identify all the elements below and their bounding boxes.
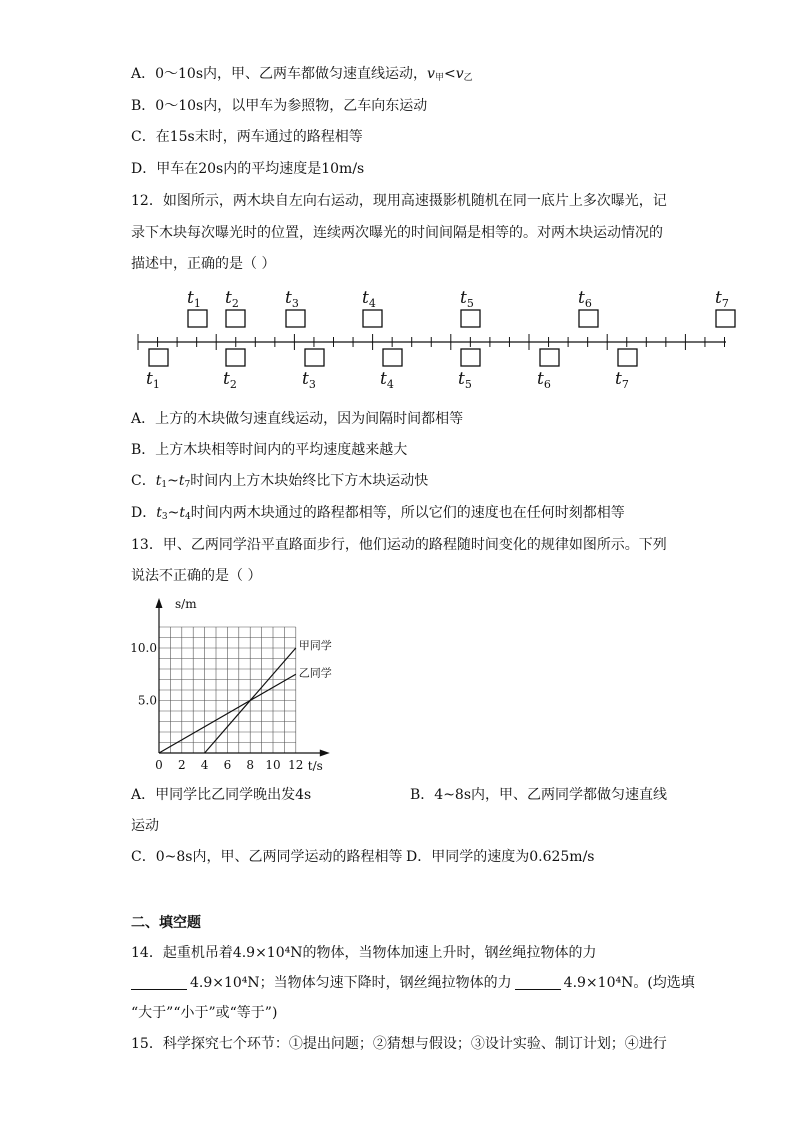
x-tick-label: 12 xyxy=(288,758,304,772)
upper-block-label: $t_4$ xyxy=(362,288,376,310)
q11-option-a-v2: v xyxy=(455,66,464,82)
q11-option-a-sub2: 乙 xyxy=(463,73,473,83)
q11-option-b: B．0～10s内，以甲车为参照物，乙车向东运动 xyxy=(131,98,428,114)
y-axis-arrow xyxy=(156,598,163,608)
lower-block xyxy=(618,349,637,366)
q11-option-a xyxy=(131,64,473,88)
x-tick-label: 0 xyxy=(155,758,163,772)
q12-stem-line2: 录下木块每次曝光时的位置，连续两次曝光的时间间隔是相等的。对两木块运动情况的 xyxy=(131,225,663,241)
upper-block xyxy=(579,310,598,327)
upper-block-label-sub: 1 xyxy=(193,297,201,310)
q12-option-d xyxy=(131,503,625,527)
lower-blocks xyxy=(146,349,637,391)
lower-block-label: $t_5$ xyxy=(458,369,472,391)
upper-block-label-sub: 7 xyxy=(721,297,729,310)
lower-block-label-sub: 4 xyxy=(386,378,394,391)
lower-block-label-sub: 3 xyxy=(308,378,316,391)
upper-block xyxy=(188,310,207,327)
section-heading: 二、填空题 xyxy=(131,915,201,931)
upper-blocks xyxy=(187,288,735,327)
q12-option-d-text: 时间内两木块通过的路程都相等，所以它们的速度也在任何时刻都相等 xyxy=(190,505,625,521)
series-label-2: 乙同学 xyxy=(298,666,332,680)
upper-block-label-sub: 3 xyxy=(291,297,299,310)
x-tick-label: 8 xyxy=(246,758,255,772)
q12-option-c-tilde: ~ xyxy=(167,473,179,489)
q12-option-c xyxy=(131,471,428,495)
q12-option-d-label: D． xyxy=(131,505,157,521)
upper-block xyxy=(363,310,382,327)
lower-block xyxy=(461,349,480,366)
lower-block-label: $t_6$ xyxy=(537,369,551,391)
q12-option-d-s1: 3 xyxy=(161,512,168,522)
q11-option-a-text: A．0～10s内，甲、乙两车都做匀速直线运动， xyxy=(131,66,428,82)
q12-stem-line3: 描述中，正确的是（ ） xyxy=(131,256,276,272)
lower-block-label: $t_2$ xyxy=(223,369,237,391)
q12-option-c-text: 时间内上方木块始终比下方木块运动快 xyxy=(190,473,429,489)
x-tick-label: 2 xyxy=(177,758,186,772)
upper-block-label: $t_5$ xyxy=(460,288,474,310)
chart-grid xyxy=(159,627,296,753)
x-axis-arrow xyxy=(320,750,330,757)
x-tick-label: 6 xyxy=(223,758,232,772)
q12-option-a: A．上方的木块做匀速直线运动，因为间隔时间都相等 xyxy=(131,411,464,427)
q13-option-a: A．甲同学比乙同学晚出发4s xyxy=(131,787,312,803)
upper-block xyxy=(716,310,735,327)
upper-block-label: $t_3$ xyxy=(285,288,299,310)
q11-option-a-v1: v xyxy=(427,66,435,82)
upper-block-label-sub: 2 xyxy=(231,297,239,310)
upper-block xyxy=(226,310,245,327)
q14-line2 xyxy=(131,973,695,993)
lower-block-label: $t_4$ xyxy=(380,369,394,391)
q12-option-c-t2: t xyxy=(178,473,185,489)
q12-option-b: B．上方木块相等时间内的平均速度越来越大 xyxy=(131,442,408,458)
lower-block-label: $t_3$ xyxy=(302,369,316,391)
q12-option-c-label: C． xyxy=(131,473,156,489)
q15-line1: 15．科学探究七个环节：①提出问题；②猜想与假设；③设计实验、制订计划；④进行 xyxy=(131,1036,667,1052)
q11-option-a-lt: < xyxy=(443,66,456,82)
y-axis-label: s/m xyxy=(175,597,197,611)
lower-block xyxy=(383,349,402,366)
q14-blank-2[interactable] xyxy=(515,975,561,990)
lower-block-label-sub: 5 xyxy=(464,378,472,391)
q12-figure xyxy=(128,282,738,398)
lower-block xyxy=(149,349,168,366)
q13-option-d: D．甲同学的速度为0.625m/s xyxy=(406,849,595,865)
x-tick-label: 4 xyxy=(200,758,209,772)
q14-line1: 14．起重机吊着4.9×10⁴N的物体，当物体加速上升时，钢丝绳拉物体的力 xyxy=(131,945,597,961)
x-axis-label: t/s xyxy=(307,759,323,773)
lower-block xyxy=(305,349,324,366)
q11-option-a-sub1: 甲 xyxy=(434,73,444,83)
lower-block xyxy=(540,349,559,366)
q12-stem-line1: 12．如图所示，两木块自左向右运动，现用高速摄影机随机在同一底片上多次曝光，记 xyxy=(131,193,667,209)
y-tick-label: 5.0 xyxy=(137,693,157,708)
lower-block-label: $t_1$ xyxy=(146,369,160,391)
x-tick-label: 10 xyxy=(265,758,281,772)
lower-block-label-sub: 2 xyxy=(229,378,237,391)
q12-option-c-t1: t xyxy=(155,473,162,489)
lower-block-label: $t_7$ xyxy=(615,369,629,391)
q11-option-d: D．甲车在20s内的平均速度是10m/s xyxy=(131,161,365,177)
q13-stem-line2: 说法不正确的是（ ） xyxy=(131,568,262,584)
upper-block xyxy=(286,310,305,327)
q13-option-c: C．0~8s内，甲、乙两同学运动的路程相等 xyxy=(131,849,403,865)
upper-block-label: $t_6$ xyxy=(578,288,592,310)
lower-block-label-sub: 7 xyxy=(621,378,629,391)
q12-option-d-tilde: ~ xyxy=(167,505,180,521)
upper-block xyxy=(461,310,480,327)
q13-option-b-line1: B．4~8s内，甲、乙两同学都做匀速直线 xyxy=(410,787,668,803)
upper-block-label-sub: 5 xyxy=(466,297,474,310)
q12-option-c-s2: 7 xyxy=(184,480,191,490)
lower-block-label-sub: 6 xyxy=(543,378,551,391)
upper-block-label-sub: 6 xyxy=(584,297,592,310)
q13-option-b-line2: 运动 xyxy=(131,818,159,834)
q14-line2-a: 4.9×10⁴N；当物体匀速下降时，钢丝绳拉物体的力 xyxy=(190,975,512,991)
q12-option-d-t1: t xyxy=(156,505,162,521)
q12-option-c-s1: 1 xyxy=(161,480,168,490)
y-tick-label: 10.0 xyxy=(130,641,157,655)
q14-blank-1[interactable] xyxy=(131,975,187,990)
q14-line2-b: 4.9×10⁴N。(均选填 xyxy=(563,975,695,991)
upper-block-label-sub: 4 xyxy=(368,297,376,310)
q12-option-d-t2: t xyxy=(179,505,185,521)
lower-block-label-sub: 1 xyxy=(152,378,160,391)
q13-stem-line1: 13．甲、乙两同学沿平直路面步行，他们运动的路程随时间变化的规律如图所示。下列 xyxy=(131,537,667,553)
q11-option-c: C．在15s末时，两车通过的路程相等 xyxy=(131,129,363,145)
lower-block xyxy=(226,349,245,366)
series-label-1: 甲同学 xyxy=(298,639,332,652)
upper-block-label: $t_1$ xyxy=(187,288,201,310)
q12-option-d-s2: 4 xyxy=(184,512,191,522)
q13-chart xyxy=(128,590,348,775)
upper-block-label: $t_2$ xyxy=(225,288,239,310)
q14-line3: “大于”“小于”或“等于”) xyxy=(131,1005,278,1021)
upper-block-label: $t_7$ xyxy=(715,288,729,310)
